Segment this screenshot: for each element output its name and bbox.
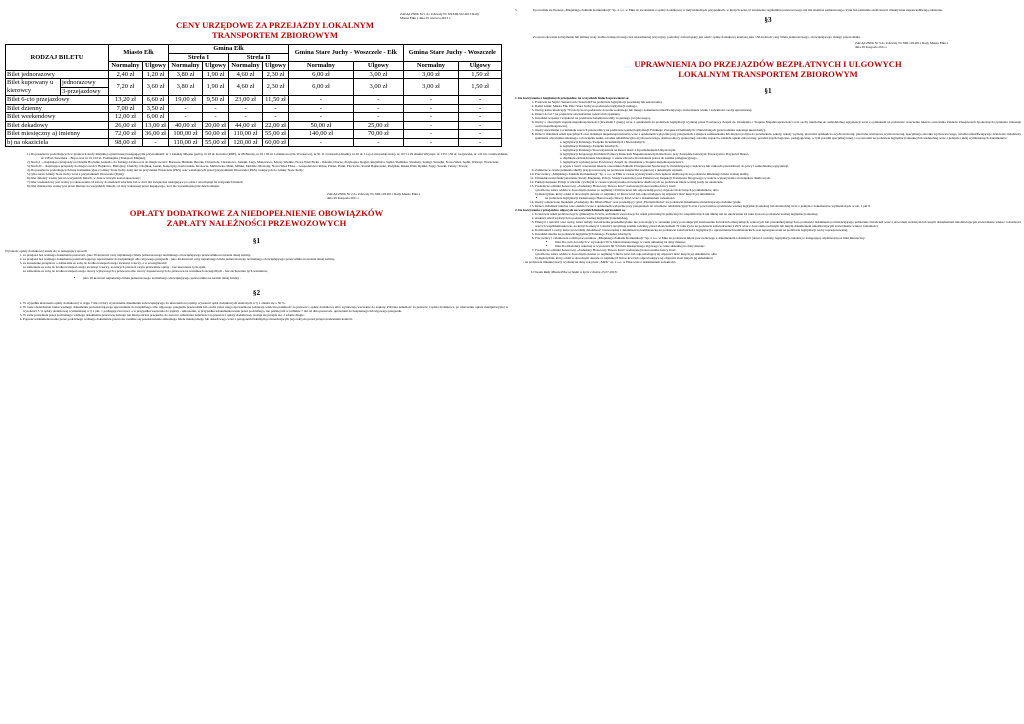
cell: - bbox=[353, 96, 403, 105]
list-item: e. duplikatu zaświadczenia lekarskiego o stanie zdrowia dla ustalenia prawa do zasiłku pielęgnacyjnego, bbox=[563, 156, 1021, 160]
list-item: g. wypis z treści orzeczenia lekarza orzecznika Zakładu Ubezpieczeń Społecznych stwierdzającego częściową lub całkowitą niezdolność do pracy i samodzielnej egzystencji, bbox=[563, 164, 1021, 168]
section-1-bullet-list bbox=[5, 276, 508, 280]
list-item: 2. Radni Gmin: Miasto Ełk, Ełk i Stare Juchy na podstawie legitymacji radnego, bbox=[535, 104, 1021, 108]
col-header-normalny: Normalny bbox=[229, 62, 263, 71]
list-item: 1. za przejazd bez ważnego dokumentu przewozu -jako 50-krotność ceny najtańszego biletu jednorazowego normalnego obowiązującego przewoźnika na terenie danej Gminy, bbox=[23, 253, 508, 257]
cell: - bbox=[459, 130, 502, 139]
section-1-list bbox=[5, 253, 508, 265]
list-item: 1. Uczniowie szkół podstawowych, gimnazjów, liceów, techników zawodowych i szkół policealnych publicznych i niepublicznych nie dłużej niż do ukończenia 24 roku życia na podstawie ważnej legitymacji szkolnej, bbox=[535, 212, 1021, 216]
cell: - bbox=[202, 113, 228, 122]
col-header-normalny: Normalny bbox=[109, 62, 143, 71]
cell: - bbox=[403, 130, 459, 139]
annex1-title: CENY URZĘDOWE ZA PRZEJAZDY LOKALNYM TRANSPORTEM ZBIOROWYM bbox=[176, 20, 374, 40]
cell: - bbox=[459, 96, 502, 105]
note-item: 1) dla pasażerów podróżujących w granicach strefy miejskiej ograniczonej następującymi przystankami: nr 1 Zakłady Mięsne (pętla), nr 02 ul. Kolonia (RDP), nr 68 Barany, nr 01 i 02 ul. Letniskowa (Os. Wczasowe), nr 91 11 Listopada (działki), nr 02 ul. 11-go Listopada(rondo), nr 107 i 129 działki Witynyrr, nr 133 i 156 ul. Grajewska, nr 141 Os. Grunwaldzkie, nr 158 ul. Suwalska – Bojar oraz nr 01 i 02 ul. Podmiejska (Transport Miejski); bbox=[27, 152, 508, 160]
cell: 50,00 zł bbox=[289, 121, 354, 130]
cell: 22,00 zł bbox=[262, 121, 288, 130]
section-1-a: za zabieranie ze sobą do środka transportowego zwierząt i rzeczy, za których przewóz taryfa przewiduje opłaty - bez uiszczenia tych opłat, bbox=[23, 265, 207, 269]
table-row bbox=[6, 70, 502, 79]
list-item: b. legitymacji Polskiego Związku Głuchych, bbox=[563, 144, 1021, 148]
paragraph-5-number: 5. bbox=[515, 8, 518, 12]
cell: 3,60 zł bbox=[142, 79, 168, 96]
paragraph-5-text: Upoważnia się Prezesa „Miejskiego Zakładu Komunikacji" Sp. z o.o. w Ełku do zwolnienia z opłaty dodatkowej w indywidualnych przypadkach, w których uzna, iż naruszenie regulaminu przewozowego nie ma znamion zamierzonego czynu lub zaistniałe okoliczności obiektywnie usprawiedliwiają zdarzenie. bbox=[533, 8, 943, 12]
list-item: 10. Pracownicy „Miejskiego Zakładu Komunikacji" Sp. z o.o. w Ełku w czasie wykonywania obowiązków służbowych na podstawie imiennego biletu ważnej służby, bbox=[535, 172, 1021, 176]
annex2-title: OPŁATY DODATKOWE ZA NIEDOPEŁNIENIE OBOWIĄZKÓW ZAPŁATY NALEŻNOŚCI PRZEWOZOWYCH bbox=[129, 208, 384, 228]
cell: 7,20 zł bbox=[109, 79, 143, 96]
cell: 110,00 zł bbox=[169, 138, 203, 147]
cell: 6,00 zł bbox=[289, 70, 354, 79]
list-item: f. legitymacji wydanej przez Powiatowy Zespół ds. Orzekania o Stopniu niepełnosprawności, bbox=[563, 160, 1021, 164]
cell: 6,00 zł bbox=[142, 113, 168, 122]
row-sublabel: 3-przejazdowy bbox=[62, 87, 101, 95]
cell: - bbox=[459, 138, 502, 147]
reduced-donor-c: - na podstawie imiennej karty wydanej na dany rok przez „MZK" sp. z o.o. w Ełku wraz z dokumentem tożsamości. bbox=[523, 260, 677, 264]
cell: - bbox=[169, 104, 203, 113]
table-notes bbox=[5, 152, 508, 188]
row-sublabels bbox=[60, 79, 108, 95]
list-item: 4. Kombatanci i osoby, które prowadziły działalność równorzędną z działalnością kombatancką na podstawie zaświadczeń i legitymacji o uprawnieniach kombatanckich oraz represjonowani na podstawie legitymacji osoby represjonowanej, bbox=[535, 228, 1021, 232]
cell: 1,90 zł bbox=[202, 79, 228, 96]
table-row bbox=[6, 96, 502, 105]
cell: - bbox=[403, 138, 459, 147]
cell: 13,20 zł bbox=[109, 96, 143, 105]
employee-ticket-list bbox=[515, 240, 1021, 248]
table-row bbox=[6, 130, 502, 139]
col-header-gsj-wosz: Gmina Stare Juchy - Woszczele bbox=[403, 45, 501, 62]
col-header-ulgowy: Ulgowy bbox=[353, 62, 403, 71]
list-item: 2. studenci szkół wyższych na podstawie ważnej legitymacji studenckiej, bbox=[535, 216, 1021, 220]
cell: 55,00 zł bbox=[262, 130, 288, 139]
cell: 4,60 zł bbox=[229, 70, 263, 79]
cell: - bbox=[289, 113, 354, 122]
note-item: 8) bilet miesięczny ważny jest przez miesiąc na wszystkich liniach, od daty wskazanej przez kupującego, lecz nie wcześniejszej niż dzień zakupu. bbox=[27, 184, 220, 188]
cell: 36,00 zł bbox=[142, 130, 168, 139]
row-label: Bilet weekendowy bbox=[6, 113, 109, 122]
cell: - bbox=[202, 104, 228, 113]
table-row bbox=[6, 121, 502, 130]
list-item: 3. Emeryci i renciści oraz osoby, które nabyły świadczenia przedemerytalne nie pozostający w stosunku pracy powodującym zawieszenie świadczeń emerytalnych, rentowych lub przedemerytalnych na podstawie dokumentu potwierdzającego pobieranie świadczeń wraz z dowodem osobistym lub innym dokumentem umożliwiającym stwierdzenie wieku i tożsamości oraz ich współmałżonkowie, na których emeryci i renciści otrzymują zasiłek rodzinny przed ukończeniem 70 roku życia na podstawie zaświadczenia z ZUS wraz z dowodem osobistym lub innym dokumentem umożliwiającym stwierdzenie wieku i tożsamości, bbox=[535, 220, 1021, 228]
free-travel-list-cont bbox=[515, 168, 1021, 188]
list-item: 2. za przejazd bez ważnego dokumentu poświadczającego uprawnienie do bezpłatnego albo ulgowego przejazdu - jako 40-krotność ceny najtańszego biletu jednorazowego normalnego obowiązującego przewoźnika na terenie danej Gminy, bbox=[23, 257, 508, 261]
table-row bbox=[6, 113, 502, 122]
col-header-gsj-elk: Gmina Stare Juchy - Woszczele - Ełk bbox=[289, 45, 404, 62]
cell: 60,00 zł bbox=[262, 138, 288, 147]
reduced-donor-a: a) kobiecie, która oddała w dowolnym okresie co najmniej 5 litrów krwi lub odpowiadającą tej objętości ilość innych jej składników, albo bbox=[535, 252, 717, 256]
row-label: Bilet dzienny bbox=[6, 104, 109, 113]
list-item: a. legitymacji Polskiego Związku Ociemniałych i Niewidomych, bbox=[563, 140, 1021, 144]
cell: 4,60 zł bbox=[229, 79, 263, 96]
cell: 3,80 zł bbox=[169, 79, 203, 96]
list-item: 13. Posiadacze odznaki honorowej „Zasłużony Honorowy Dawca Krwi" nadawanej honorowemu dawcy krwi: bbox=[535, 184, 1021, 188]
cell: 110,00 zł bbox=[229, 130, 263, 139]
section-1: §1 bbox=[252, 237, 261, 245]
free-travel-list bbox=[515, 100, 1021, 140]
cell: 140,00 zł bbox=[289, 130, 354, 139]
row-label: Bilet jednorazowy bbox=[6, 70, 109, 79]
cell: 44,00 zł bbox=[229, 121, 263, 130]
row-label bbox=[6, 79, 109, 96]
cell: - bbox=[289, 104, 354, 113]
cell: 3,00 zł bbox=[353, 79, 403, 96]
cell: - bbox=[403, 104, 459, 113]
row-sublabel: jednorazowy bbox=[61, 79, 108, 88]
cell: 2,40 zł bbox=[109, 70, 143, 79]
note-item: 6) bilet dzienny ważny jest na wszystkich liniach, w dniu w którym został skasowany; bbox=[27, 176, 141, 180]
cell: 3,00 zł bbox=[403, 70, 459, 79]
section-3: §3 bbox=[764, 16, 772, 24]
cell: 3,00 zł bbox=[353, 70, 403, 79]
cell: 6,00 zł bbox=[289, 79, 354, 96]
list-item: 14. Osoby odznaczone medalem „Zasłużony dla Miasta Ełku" oraz posiadający tytuł „Ełczanin Roku" na podstawie dokumentu stwierdzającego nadanie tytułu. bbox=[535, 200, 1021, 204]
cell: 3,80 zł bbox=[169, 70, 203, 79]
table-row bbox=[6, 138, 502, 147]
row-label: b) na okaziciela bbox=[6, 138, 109, 147]
cell: 7,00 zł bbox=[109, 104, 143, 113]
list-item: 4. Dzieci do lat 7 na podstawie oświadczenia rodzica lub opiekuna, bbox=[535, 112, 1021, 116]
reduced-travel-list bbox=[515, 212, 1021, 240]
reduced-travel-heading: 2. Do korzystania z przejazdów ulgowych na wszystkich liniach uprawnieni są: bbox=[515, 208, 626, 212]
cell: 120,00 zł bbox=[229, 138, 263, 147]
cell: 1,50 zł bbox=[459, 70, 502, 79]
row-label: Bilet miesięczny a) imienny bbox=[6, 130, 109, 139]
cell: - bbox=[459, 104, 502, 113]
list-item: d. legitymacji Krajowego Komitetu Pomocy Dzieciom Niepełnosprawnym Ruchowo przy Zarządzie Głównym Towarzystwa Przyjaciół Dzieci, bbox=[563, 152, 1021, 156]
blood-donor-b: b) mężczyźnie, który oddał w dowolnym okresie co najmniej 12 litrów krwi lub odpowiadającą tej objętości ilość innych jej składników bbox=[535, 192, 715, 196]
cell: - bbox=[459, 113, 502, 122]
cell: - bbox=[403, 121, 459, 130]
footer-note: Uchwała Rady Miasta Ełku wchodzi w życie z dniem 25.07.2013r. bbox=[531, 270, 618, 274]
note-item: 2) Strefa I – obejmująca przejazdy na Osiedle Bociańie Gniazdo, do Żabiego Oczka oraz do miejscowości: Bartosze, Buniaki, Buczki, Chruściele, Chrzanowo, Judziki, Lega, Małeczewo, Mrozy Wielkie, Nowa Wieś Ełcka - Osiedle, Oracze, Przykopka, Regiel, Regielnica, Sędki, Siedliska, Straduny, Szeligi, Szarejki, Nowa Wieś, Sędki, Witynyr, Woszczele; bbox=[27, 160, 499, 164]
cell: - bbox=[353, 104, 403, 113]
list-item: 6. Pracownicy i członkowie rodzin pracowników „Miejskiego Zakładu Komunikacji" Sp. z o.o. w Ełku na podstawie biletu pracowniczego z dokumentem tożsamości (dowód osobisty, legitymacja szkolna) z następującą odpłatnością za bilet miesięczny: bbox=[535, 236, 1021, 240]
table-row bbox=[6, 79, 502, 96]
list-item: 6. Osoby o znacznym stopniu niepełnosprawności (inwalidzi I grupy) wraz z opiekunem na podstawie legitymacji wydanej przez Powiatowy Zespół ds. Orzekania o Stopniu Niepełnosprawności oraz osoby niezdolne do samodzielnej egzystencji wraz z opiekunem na podstawie orzeczenia lekarza orzecznika Zakładu Ubezpieczeń Społecznych (opiekuna wskazuje osoba niepełnosprawna), bbox=[535, 120, 1021, 128]
list-item: 2. W razie stwierdzenia braku ważnego dokumentu poświadczającego uprawnienie do bezpłatnego albo ulgowego przejazdu przewoźnik lub osoba przez niego upoważniona pobierają właściwą należność za przewóz i opłatę dodatkową albo wystawiają wezwanie do zapłaty. Pobrana należność za przewóz i opłata dodatkowa, po uiszczeniu opłaty manipulacyjnej w wysokości 5 % opłaty dodatkowej wymienionej w § 1 pkt. 1 podlegają zwrotowi, a w przypadku wezwania do zapłaty - umorzeniu, w przypadku udokumentowania przez podróżnego, nie później niż w terminie 7 dni od dnia przewozu, uprawnień do bezpłatnego lub ulgowego przejazdu. bbox=[23, 305, 508, 313]
list-item: 7. Osoby niewidome i ociemniałe oraz ich przewodnicy na podstawie ważnej legitymacji Polskiego Związku Ociemniałych i Niewidomych (przewodnika wskazuje niewidomy), bbox=[535, 128, 1021, 132]
annex1-reference: ZAŁĄCZNIK Nr 1 do Uchwały Nr XXXIII.312.2013 Rady Miasta Ełku z dnia 25 czerwca 2013 r. bbox=[400, 12, 480, 20]
right-column bbox=[515, 0, 1021, 724]
note-item: 3) Strefa II – obejmująca przejazdy do miejscowości: Bajtkowo, Białojany, Chełchy, Chojniak, Guzki, Kałęczyny, Karbowskie, Krokocie, Malinówka, Maki, Miluki, Mołdzie, Mostołty, Nowa Wieś Ełcka – Gospodarstwo Rolne, Piaski, Pistki, Płociczno, Rostki Bajtkowski, Rożyńsk, Ruska Wieś, Rymki, Sajzy, Suczki, Talusy; Tracze; bbox=[27, 164, 469, 168]
cell: 70,00 zł bbox=[353, 130, 403, 139]
cell: 1,50 zł bbox=[459, 79, 502, 96]
list-item: 1. Posłowie na Sejm i Senatorowie Senatu RP na podstawie legitymacji poselskiej lub senatorskiej. bbox=[535, 100, 1021, 104]
annex3-reference: ZAŁĄCZNIK Nr 3 do Uchwały Nr XIII.118.2011 Rady Miasta Ełku z dnia 29 listopada 2011 r. bbox=[855, 41, 949, 49]
bullet-item: • jako 20-krotność najtańszego biletu jednorazowego normalnego obowiązującego przewoźnika na terenie danej Gminy . bbox=[83, 276, 508, 280]
table-row bbox=[6, 104, 502, 113]
reduced-donor-b: b) mężczyźnie, który oddał w dowolnym okresie co najmniej 6 litrów krwi lub odpowiadającą tej objętości ilość innych jej składników bbox=[535, 256, 714, 260]
row-label: Bilet 6-cio przejazdowy bbox=[6, 96, 109, 105]
cell: 40,00 zł bbox=[169, 121, 203, 130]
section-3-text: Za spowodowanie zatrzymania lub zmiany trasy środka transportowego bez uzasadnionej przyczyny, podróżny zobowiązany jest uiścić opłatę dodatkową ustaloną jako 150-krotność ceny biletu jednorazowego, obowiązującego danego przewoźnika. bbox=[533, 35, 861, 39]
cell: - bbox=[289, 96, 354, 105]
list-item: 5. Inwalidzi wojenni i wojskowi na podstawie książki inwalidy wojennego (wojskowego), bbox=[535, 116, 1021, 120]
col-header-ulgowy: Ulgowy bbox=[202, 62, 228, 71]
col-header-strefa2: Strefa II bbox=[229, 53, 289, 62]
free-travel-list-cont2 bbox=[515, 200, 1021, 208]
cell: 3,00 zł bbox=[403, 79, 459, 96]
col-header-normalny: Normalny bbox=[403, 62, 459, 71]
cell: 100,00 zł bbox=[169, 130, 203, 139]
cell: 25,00 zł bbox=[353, 121, 403, 130]
cell: 12,00 zł bbox=[109, 113, 143, 122]
fare-table bbox=[5, 44, 502, 147]
col-header-ulgowy: Ulgowy bbox=[459, 62, 502, 71]
bullet-item: • na podstawie legitymacji Zasłużonego Honorowego Dawcy Krwi wraz z dokumentem tożsamości. bbox=[545, 196, 1021, 200]
cell: 55,00 zł bbox=[202, 138, 228, 147]
cell: - bbox=[229, 104, 263, 113]
cell: - bbox=[142, 138, 168, 147]
col-header-gmina: Gmina Ełk bbox=[169, 45, 289, 54]
cell: - bbox=[353, 138, 403, 147]
list-item: 15. Dzieci, młodzież szkolna oraz studenci wraz z opiekunem wyłącznie przy przejazdach do ośrodków rehabilitacyjnych oraz z powrotem na podstawie ważnej legitymacji szkolnej lub studenckiej wraz z jednym z dokumentów wymienionych w ust. 1 pkt 8. bbox=[535, 204, 1021, 208]
cell: 6,60 zł bbox=[142, 96, 168, 105]
row-label: Bilet dekadowy bbox=[6, 121, 109, 130]
col-header-normalny: Normalny bbox=[169, 62, 203, 71]
cell: 2,30 zł bbox=[262, 70, 288, 79]
cell: 3,50 zł bbox=[142, 104, 168, 113]
list-item: 3. W razie posiadania przez podróżnego ważnego dokumentu przewozu, którego nie miał podczas przejazdu, do zwrotu i umarzania należności za przewóz i opłaty dodatkowej, stosuje się przepis ust. 2 zdanie drugie. bbox=[23, 313, 508, 317]
cell: - bbox=[403, 96, 459, 105]
section-1-intro: Wysokość opłaty dodatkowej ustala się w następujący sposób: bbox=[5, 249, 88, 253]
list-item: 9. Żołnierze w czasie pełnienia służby przygotowawczej na podstawie książeczki wojskowej z aktualnym wpisem, bbox=[535, 168, 1021, 172]
col-header-miasto: Miasto Ełk bbox=[109, 45, 169, 62]
cell: 13,00 zł bbox=[142, 121, 168, 130]
cell: 11,50 zł bbox=[262, 96, 288, 105]
section-2-list bbox=[5, 301, 508, 321]
free-travel-heading: 1. Do korzystania z bezpłatnych przejazdów na wszystkich liniach uprawnieni są: bbox=[515, 96, 630, 100]
cell: - bbox=[403, 113, 459, 122]
list-item: 3. za naruszenie przepisów o zabieraniu ze sobą do środka transportowego zwierząt i rzeczy, a w szczególności: bbox=[23, 261, 508, 265]
annex3-section-1: §1 bbox=[764, 87, 772, 95]
col-header-ulgowy: Ulgowy bbox=[262, 62, 288, 71]
list-item: 11. Umundurowani funkcjonariusze Straży Miejskiej, Policji, Straży Granicznej oraz Państwowej Inspekcji Transportu Drogowego w trakcie wykonywania obowiązków służbowych. bbox=[535, 176, 1021, 180]
annex3-title: UPRAWNIENIA DO PRZEJAZDÓW BEZPŁATNYCH I ULGOWYCH LOKALNYM TRANSPORTEM ZBIOROWYM bbox=[634, 59, 902, 79]
section-1-b: za zabieranie ze sobą do środka transportowego rzeczy wyłączonych z przewozu albo rzeczy dopuszczonych do przewozu na warunkach szczególnych - bez zachowania tych warunków, bbox=[23, 269, 268, 273]
list-item: 1. W wypadku uiszczenia opłaty dodatkowej w ciągu 7 dni od daty wystawienia dokumentu zobowiązującego do uiszczenia tej opłaty, wysokość opłat dodatkowych ustalonych w § 1 obniża się o 30 %. bbox=[23, 301, 508, 305]
blood-donor-a: a) kobiecie, która oddała w dowolnym okresie co najmniej 10 litrów krwi lub odpowiadającą tej objętości ilość innych jej składników, albo bbox=[535, 188, 719, 192]
list-item: 7. Posiadacze odznaki honorowej „Zasłużony Honorowy Dawca Krwi" nadawanej honorowemu dawcy krwi: bbox=[535, 248, 1021, 252]
cell: 23,00 zł bbox=[229, 96, 263, 105]
col-header-strefa1: Strefa I bbox=[169, 53, 229, 62]
col-header-normalny: Normalny bbox=[289, 62, 354, 71]
section-2: §2 bbox=[252, 289, 261, 297]
cell: 2,30 zł bbox=[262, 79, 288, 96]
col-header-rodzaj: RODZAJ BILETU bbox=[6, 45, 109, 71]
cell: - bbox=[289, 138, 354, 147]
note-item: 7) bilet weekendowy jest ważny po skasowaniu od soboty do niedzieli włącznie lub w dwa dni świąteczne następujące po sobie i obowiązuje na wszystkich liniach; bbox=[27, 180, 244, 184]
cell: 1,20 zł bbox=[142, 70, 168, 79]
list-item: • bilet dla osób dorosłych w wysokości 50 % biletu miesięcznego w cenie aktualnej na dany miesiąc, bbox=[555, 240, 1021, 244]
row-label-kupowany: Bilet kupowany u kierowcy bbox=[7, 79, 54, 94]
note-item: 4) dla pasażerów podróżujących linią komunikacyjną z Gminy Stare Juchy dalej niż do przystanku Woszczele (PKS) oraz wsiadających przed przystankiem Woszczele (PKS) i udających do Gminy Stare Juchy; bbox=[27, 168, 304, 172]
list-item: • bilet dla młodzieży szkolnej w wysokości 60 % biletu miesięcznego ulgowego w cenie aktualnej na dany miesiąc. bbox=[555, 244, 1021, 248]
annex1-header bbox=[5, 12, 508, 40]
cell: - bbox=[229, 113, 263, 122]
paragraph-5 bbox=[515, 8, 1021, 12]
list-item: c. legitymacji Polskiego Stowarzyszenia na Rzecz Osób z Upośledzeniem Umysłowym, bbox=[563, 148, 1021, 152]
list-item: 3. Osoby, które ukończyły 70 rok życia na podstawie dowodu osobistego lub innego dokumentu umożliwiającego stwierdzenie wieku i tożsamości osoby uprawnionej, bbox=[535, 108, 1021, 112]
list-item: 4. Poprzez udokumentowanie przez podróżnego ważnego dokumentu przewozu rozumie się przedstawienie aktualnego biletu miesięcznego lub dekadowego wraz z paragonem fiskalnym potwierdzającym jego nabycie przed przeprowadzeniem kontroli. bbox=[23, 317, 508, 321]
note-item: 5) tylko teren Gminy Stare Juchy wraz z przystankiem Woszczele (Pętla); bbox=[27, 172, 125, 176]
list-item: 12. Funkcjonariusze Policji w ubraniu cywilnym w czasie wykonywania obowiązków służbowych na podstawie biletu wolnej jazdy na okaziciela. bbox=[535, 180, 1021, 184]
list-item: 5. Inwalidzi słuchu na podstawie legitymacji Polskiego Związku Głuchych, bbox=[535, 232, 1021, 236]
cell: 19,00 zł bbox=[169, 96, 203, 105]
cell: 50,00 zł bbox=[202, 130, 228, 139]
cell: 20,00 zł bbox=[202, 121, 228, 130]
documents-sublist bbox=[515, 140, 1021, 168]
cell: - bbox=[353, 113, 403, 122]
cell: - bbox=[459, 121, 502, 130]
cell: - bbox=[262, 113, 288, 122]
cell: 26,00 zł bbox=[109, 121, 143, 130]
cell: 98,00 zł bbox=[109, 138, 143, 147]
col-header-ulgowy: Ulgowy bbox=[142, 62, 168, 71]
left-column bbox=[5, 0, 508, 724]
cell: 9,50 zł bbox=[202, 96, 228, 105]
annex2-reference: ZAŁĄCZNIK Nr 2 do Uchwały Nr XIII.118.2011 Rady Miasta Ełku z dnia 29 listopada 2011 r. bbox=[327, 192, 421, 200]
list-item: 8. Dzieci i młodzież szkół specjalnych oraz dotknięta niepełnosprawnością wraz z opiekunem wyłącznie przy przejazdach z miejsca zamieszkania lub miejsca pobytu do przedszkola, szkoły, szkoły wyższej, placówki opiekuńczo-wychowawczej, placówki oświatowo wychowawczej, specjalnego ośrodka wychowawczego, ośrodka umożliwiającego dzieciom i młodzieży spełnianie obowiązku szkolnego i obowiązku nauki, ośrodka rehabilitacyjno-wychowawczego, domu pomocy społecznej, ośrodka wsparcia, zakładu opieki zdrowotnej, poradni psychologiczno- pedagogicznej, w tym poradni specjalistycznej, i z powrotem na podstawie legitymacji szkolnej lub studenckiej wraz z jednym z niżej wymienionych dokumentów: bbox=[535, 132, 1021, 140]
cell: 72,00 zł bbox=[109, 130, 143, 139]
cell: - bbox=[262, 104, 288, 113]
cell: 1,90 zł bbox=[202, 70, 228, 79]
cell: - bbox=[169, 113, 203, 122]
